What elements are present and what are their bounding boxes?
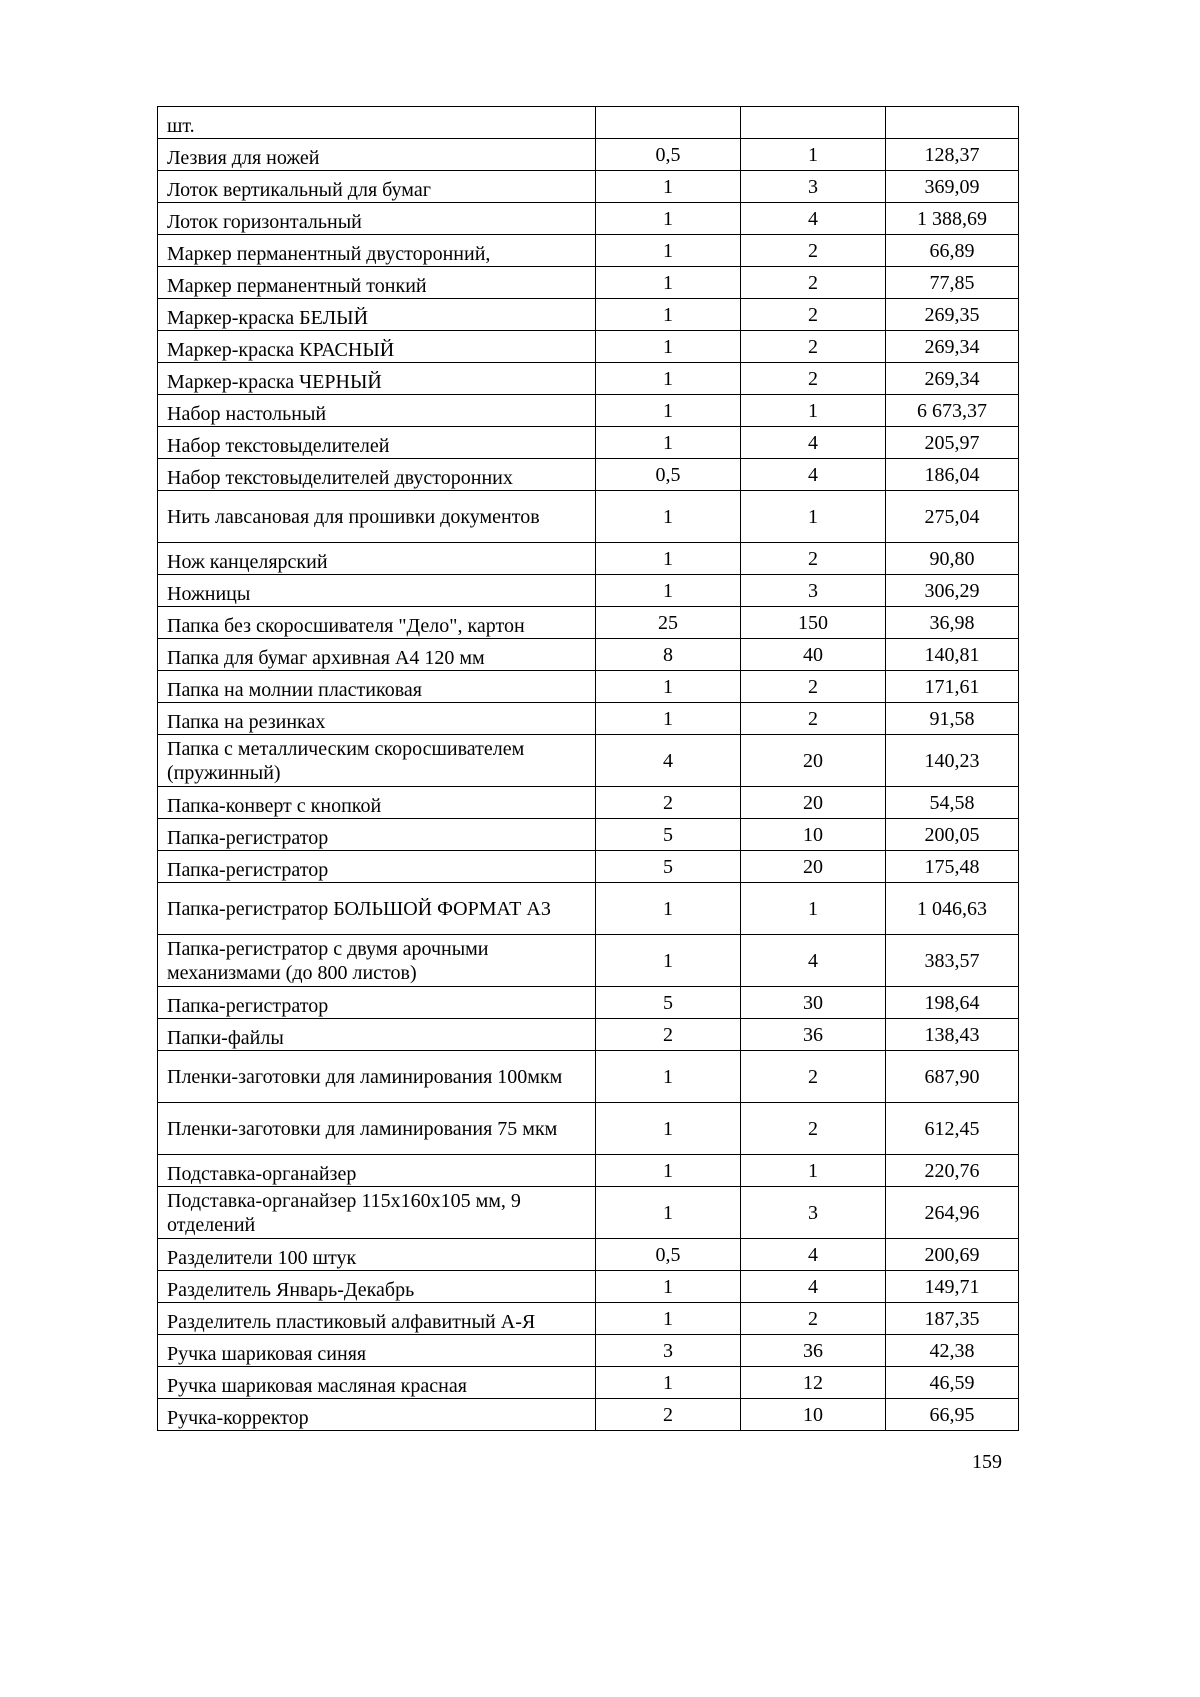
price-cell: 687,90 xyxy=(886,1051,1019,1103)
price-cell: 90,80 xyxy=(886,543,1019,575)
quantity-cell: 2 xyxy=(741,363,886,395)
price-cell: 149,71 xyxy=(886,1271,1019,1303)
norm-cell: 5 xyxy=(596,987,741,1019)
supplies-table xyxy=(157,106,1019,1431)
table-row xyxy=(158,139,1019,171)
price-cell: 54,58 xyxy=(886,787,1019,819)
item-name-cell: Разделитель Январь-Декабрь xyxy=(158,1271,596,1303)
table-row xyxy=(158,735,1019,787)
quantity-cell: 3 xyxy=(741,1187,886,1239)
norm-cell: 3 xyxy=(596,1335,741,1367)
quantity-cell: 1 xyxy=(741,883,886,935)
item-name-cell: Ручка-корректор xyxy=(158,1399,596,1431)
item-name-cell: Папка-регистратор БОЛЬШОЙ ФОРМАТ А3 xyxy=(158,883,596,935)
table-row xyxy=(158,107,1019,139)
item-name-cell: Папка без скоросшивателя "Дело", картон xyxy=(158,607,596,639)
price-cell: 275,04 xyxy=(886,491,1019,543)
norm-cell: 1 xyxy=(596,395,741,427)
price-cell: 140,23 xyxy=(886,735,1019,787)
item-name-cell: Ручка шариковая масляная красная xyxy=(158,1367,596,1399)
quantity-cell: 2 xyxy=(741,331,886,363)
price-cell: 91,58 xyxy=(886,703,1019,735)
norm-cell: 1 xyxy=(596,203,741,235)
price-cell: 138,43 xyxy=(886,1019,1019,1051)
item-name-cell: Маркер-краска БЕЛЫЙ xyxy=(158,299,596,331)
table-row xyxy=(158,491,1019,543)
quantity-cell: 1 xyxy=(741,395,886,427)
norm-cell: 1 xyxy=(596,935,741,987)
quantity-cell: 2 xyxy=(741,1103,886,1155)
table-row xyxy=(158,235,1019,267)
table-row xyxy=(158,1103,1019,1155)
norm-cell: 1 xyxy=(596,575,741,607)
price-cell: 269,35 xyxy=(886,299,1019,331)
norm-cell: 1 xyxy=(596,299,741,331)
norm-cell: 1 xyxy=(596,1303,741,1335)
table-row xyxy=(158,1187,1019,1239)
norm-cell: 4 xyxy=(596,735,741,787)
price-cell: 128,37 xyxy=(886,139,1019,171)
price-cell: 42,38 xyxy=(886,1335,1019,1367)
table-row xyxy=(158,819,1019,851)
norm-cell: 1 xyxy=(596,671,741,703)
table-row xyxy=(158,1303,1019,1335)
quantity-cell: 2 xyxy=(741,703,886,735)
item-name-cell: Папки-файлы xyxy=(158,1019,596,1051)
norm-cell: 8 xyxy=(596,639,741,671)
item-name-cell: Папка-регистратор xyxy=(158,851,596,883)
price-cell: 1 046,63 xyxy=(886,883,1019,935)
norm-cell: 1 xyxy=(596,1187,741,1239)
quantity-cell: 12 xyxy=(741,1367,886,1399)
table-row xyxy=(158,703,1019,735)
table-row xyxy=(158,1335,1019,1367)
table-row xyxy=(158,427,1019,459)
quantity-cell: 2 xyxy=(741,267,886,299)
norm-cell: 0,5 xyxy=(596,139,741,171)
item-name-cell: Папка для бумаг архивная А4 120 мм xyxy=(158,639,596,671)
quantity-cell: 10 xyxy=(741,1399,886,1431)
price-cell: 264,96 xyxy=(886,1187,1019,1239)
table-row xyxy=(158,671,1019,703)
quantity-cell: 2 xyxy=(741,671,886,703)
item-name-cell: Маркер-краска ЧЕРНЫЙ xyxy=(158,363,596,395)
quantity-cell: 36 xyxy=(741,1335,886,1367)
item-name-cell: Папка-регистратор xyxy=(158,819,596,851)
quantity-cell: 40 xyxy=(741,639,886,671)
quantity-cell: 1 xyxy=(741,491,886,543)
price-cell: 46,59 xyxy=(886,1367,1019,1399)
item-name-cell: Нить лавсановая для прошивки документов xyxy=(158,491,596,543)
table-row xyxy=(158,607,1019,639)
norm-cell: 2 xyxy=(596,1019,741,1051)
table-row xyxy=(158,331,1019,363)
item-name-cell: Пленки-заготовки для ламинирования 100мкм xyxy=(158,1051,596,1103)
norm-cell: 1 xyxy=(596,1155,741,1187)
norm-cell: 5 xyxy=(596,819,741,851)
table-row xyxy=(158,987,1019,1019)
norm-cell: 0,5 xyxy=(596,459,741,491)
norm-cell: 2 xyxy=(596,787,741,819)
price-cell xyxy=(886,107,1019,139)
table-row xyxy=(158,883,1019,935)
norm-cell: 1 xyxy=(596,1103,741,1155)
table-row xyxy=(158,171,1019,203)
quantity-cell: 36 xyxy=(741,1019,886,1051)
table-body xyxy=(158,107,1019,1431)
table-row xyxy=(158,459,1019,491)
quantity-cell: 4 xyxy=(741,1239,886,1271)
item-name-cell: Лоток вертикальный для бумаг xyxy=(158,171,596,203)
norm-cell: 25 xyxy=(596,607,741,639)
table-row xyxy=(158,299,1019,331)
table-row xyxy=(158,1051,1019,1103)
table-row xyxy=(158,363,1019,395)
quantity-cell: 2 xyxy=(741,299,886,331)
quantity-cell: 2 xyxy=(741,1051,886,1103)
item-name-cell: Набор текстовыделителей двусторонних xyxy=(158,459,596,491)
table-row xyxy=(158,639,1019,671)
price-cell: 6 673,37 xyxy=(886,395,1019,427)
table-row xyxy=(158,1271,1019,1303)
price-cell: 200,69 xyxy=(886,1239,1019,1271)
price-cell: 186,04 xyxy=(886,459,1019,491)
norm-cell: 1 xyxy=(596,171,741,203)
quantity-cell: 4 xyxy=(741,203,886,235)
norm-cell: 1 xyxy=(596,1051,741,1103)
page-number: 159 xyxy=(972,1451,1002,1473)
table-row xyxy=(158,203,1019,235)
table-row xyxy=(158,395,1019,427)
price-cell: 612,45 xyxy=(886,1103,1019,1155)
norm-cell: 1 xyxy=(596,491,741,543)
item-name-cell: Папка-конверт с кнопкой xyxy=(158,787,596,819)
norm-cell: 1 xyxy=(596,543,741,575)
price-cell: 66,95 xyxy=(886,1399,1019,1431)
item-name-cell: Разделители 100 штук xyxy=(158,1239,596,1271)
table-row xyxy=(158,1019,1019,1051)
table-row xyxy=(158,575,1019,607)
quantity-cell: 2 xyxy=(741,235,886,267)
norm-cell: 1 xyxy=(596,427,741,459)
item-name-cell: Папка с металлическим скоросшивателем (пружинный) xyxy=(158,735,596,787)
price-cell: 269,34 xyxy=(886,331,1019,363)
norm-cell xyxy=(596,107,741,139)
norm-cell: 1 xyxy=(596,235,741,267)
item-name-cell: Разделитель пластиковый алфавитный А-Я xyxy=(158,1303,596,1335)
price-cell: 306,29 xyxy=(886,575,1019,607)
table-row xyxy=(158,267,1019,299)
item-name-cell: Лезвия для ножей xyxy=(158,139,596,171)
table-row xyxy=(158,787,1019,819)
price-cell: 220,76 xyxy=(886,1155,1019,1187)
quantity-cell: 1 xyxy=(741,1155,886,1187)
item-name-cell: Подставка-органайзер xyxy=(158,1155,596,1187)
norm-cell: 1 xyxy=(596,883,741,935)
price-cell: 77,85 xyxy=(886,267,1019,299)
item-name-cell: Набор настольный xyxy=(158,395,596,427)
item-name-cell: Набор текстовыделителей xyxy=(158,427,596,459)
item-name-cell: Ножницы xyxy=(158,575,596,607)
quantity-cell: 10 xyxy=(741,819,886,851)
quantity-cell: 3 xyxy=(741,171,886,203)
quantity-cell: 4 xyxy=(741,935,886,987)
price-cell: 36,98 xyxy=(886,607,1019,639)
price-cell: 269,34 xyxy=(886,363,1019,395)
price-cell: 66,89 xyxy=(886,235,1019,267)
price-cell: 1 388,69 xyxy=(886,203,1019,235)
item-name-cell: Лоток горизонтальный xyxy=(158,203,596,235)
table-row xyxy=(158,935,1019,987)
item-name-cell: Папка-регистратор xyxy=(158,987,596,1019)
item-name-cell: Маркер-краска КРАСНЫЙ xyxy=(158,331,596,363)
table-row xyxy=(158,1239,1019,1271)
item-name-cell: Папка на молнии пластиковая xyxy=(158,671,596,703)
norm-cell: 2 xyxy=(596,1399,741,1431)
table-row xyxy=(158,1399,1019,1431)
quantity-cell: 4 xyxy=(741,1271,886,1303)
price-cell: 205,97 xyxy=(886,427,1019,459)
item-name-cell: Нож канцелярский xyxy=(158,543,596,575)
quantity-cell: 20 xyxy=(741,851,886,883)
price-cell: 198,64 xyxy=(886,987,1019,1019)
price-cell: 175,48 xyxy=(886,851,1019,883)
quantity-cell: 20 xyxy=(741,787,886,819)
quantity-cell: 4 xyxy=(741,427,886,459)
table-row xyxy=(158,543,1019,575)
item-name-cell: Папка на резинках xyxy=(158,703,596,735)
quantity-cell: 3 xyxy=(741,575,886,607)
table-row xyxy=(158,1367,1019,1399)
norm-cell: 5 xyxy=(596,851,741,883)
quantity-cell: 4 xyxy=(741,459,886,491)
quantity-cell xyxy=(741,107,886,139)
quantity-cell: 20 xyxy=(741,735,886,787)
item-name-cell: Ручка шариковая синяя xyxy=(158,1335,596,1367)
item-name-cell: Маркер перманентный двусторонний, xyxy=(158,235,596,267)
quantity-cell: 2 xyxy=(741,1303,886,1335)
quantity-cell: 150 xyxy=(741,607,886,639)
price-cell: 383,57 xyxy=(886,935,1019,987)
norm-cell: 1 xyxy=(596,1367,741,1399)
price-cell: 171,61 xyxy=(886,671,1019,703)
price-cell: 187,35 xyxy=(886,1303,1019,1335)
norm-cell: 1 xyxy=(596,703,741,735)
item-name-cell: Маркер перманентный тонкий xyxy=(158,267,596,299)
price-cell: 140,81 xyxy=(886,639,1019,671)
norm-cell: 1 xyxy=(596,1271,741,1303)
quantity-cell: 1 xyxy=(741,139,886,171)
table-row xyxy=(158,1155,1019,1187)
price-cell: 369,09 xyxy=(886,171,1019,203)
price-cell: 200,05 xyxy=(886,819,1019,851)
item-name-cell: шт. xyxy=(158,107,596,139)
quantity-cell: 2 xyxy=(741,543,886,575)
norm-cell: 1 xyxy=(596,331,741,363)
norm-cell: 1 xyxy=(596,363,741,395)
quantity-cell: 30 xyxy=(741,987,886,1019)
item-name-cell: Пленки-заготовки для ламинирования 75 мкм xyxy=(158,1103,596,1155)
norm-cell: 0,5 xyxy=(596,1239,741,1271)
item-name-cell: Папка-регистратор с двумя арочными механизмами (до 800 листов) xyxy=(158,935,596,987)
norm-cell: 1 xyxy=(596,267,741,299)
item-name-cell: Подставка-органайзер 115х160х105 мм, 9 отделений xyxy=(158,1187,596,1239)
table-row xyxy=(158,851,1019,883)
